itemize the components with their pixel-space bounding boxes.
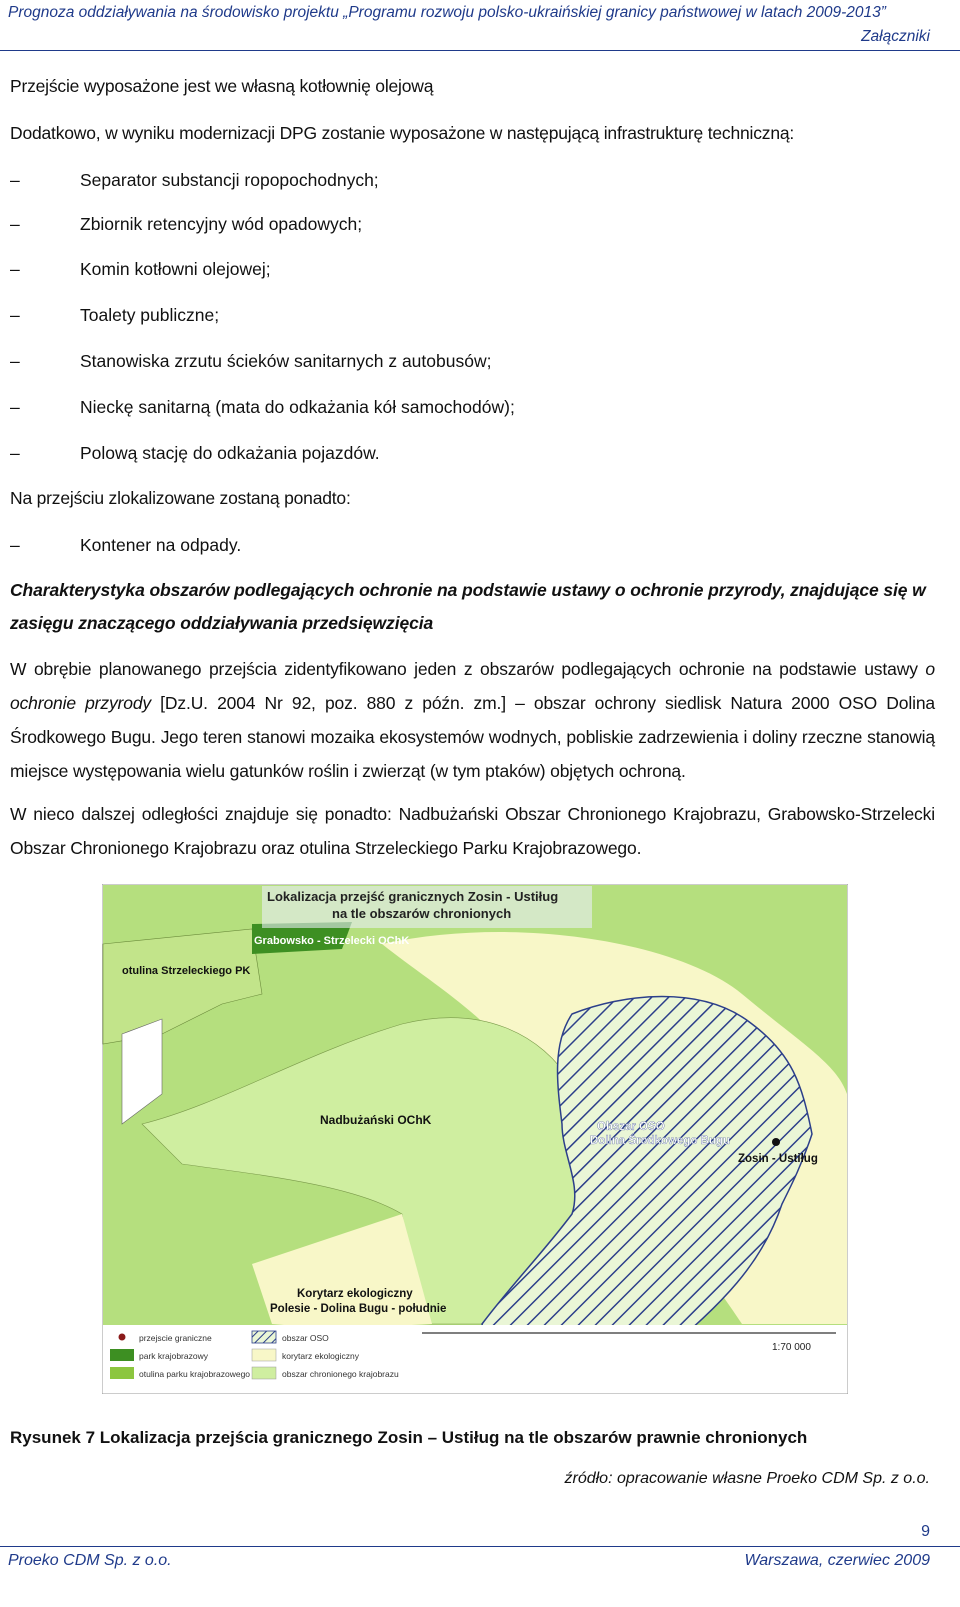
paragraph-other-areas: W nieco dalszej odległości znajduje się ponadto: Nadbużański Obszar Chronionego Krajobrazu, Grabowsko-Strzelecki Obszar Chronionego Krajobrazu oraz otulina Strzeleckiego Parku Krajobrazowego. <box>10 804 935 858</box>
label-grabowsko: Grabowsko - Strzelecki OChK <box>254 935 410 947</box>
legend-otulina-label: otulina parku krajobrazowego <box>139 1369 251 1379</box>
label-otulina: otulina Strzeleckiego PK <box>122 965 251 977</box>
list-item: – Nieckę sanitarną (mata do odkażania kół samochodów); <box>10 397 515 417</box>
paragraph-boiler: Przejście wyposażone jest we własną kotłownię olejową <box>10 76 434 96</box>
figure-source: źródło: opracowanie własne Proeko CDM Sp. z o.o. <box>564 1470 930 1487</box>
paragraph-additional: Na przejściu zlokalizowane zostaną ponadto: <box>10 488 351 508</box>
label-oso-1: Obszar OSO <box>597 1121 665 1133</box>
paragraph-infrastructure-intro: Dodatkowo, w wyniku modernizacji DPG zostanie wyposażone w następującą infrastrukturę techniczną: <box>10 123 795 143</box>
label-korytarz-2: Polesie - Dolina Bugu - południe <box>270 1303 447 1315</box>
list-item: – Kontener na odpady. <box>10 535 242 555</box>
legend-corridor-label: korytarz ekologiczny <box>282 1351 360 1361</box>
label-oso-2: Dolina Środkowego Bugu <box>590 1135 730 1147</box>
list-item: – Komin kotłowni olejowej; <box>10 259 271 279</box>
legend-crossing-label: przejscie graniczne <box>139 1333 212 1343</box>
footer-divider <box>0 1546 960 1547</box>
legend-park-label: park krajobrazowy <box>139 1351 208 1361</box>
paragraph-natura: W obrębie planowanego przejścia zidentyfikowano jeden z obszarów podlegających ochronie na podstawie ustawy o ochronie przyrody [Dz.U. 2004 Nr 92, poz. 880 z późn. zm.] – obszar ochrony siedlisk Natura 2000 OSO Dolina Środkowego Bugu. Jego teren stanowi mozaika ekosystemów wodnych, pobliskie zadrzewienia i doliny rzeczne stanowią miejsce występowania wielu gatunków roślin i zwierząt (w tym ptaków) objętych ochroną. <box>10 659 936 781</box>
page-number: 9 <box>921 1523 930 1540</box>
legend-ochk-swatch <box>252 1367 276 1379</box>
border-crossing-marker <box>772 1138 780 1146</box>
footer-company: Proeko CDM Sp. z o.o. <box>8 1552 172 1569</box>
list-item: – Separator substancji ropopochodnych; <box>10 170 379 190</box>
list-item: – Polową stację do odkażania pojazdów. <box>10 443 380 463</box>
footer-place-date: Warszawa, czerwiec 2009 <box>744 1552 930 1569</box>
section-label: Załączniki <box>861 28 930 45</box>
legend-park-swatch <box>110 1349 134 1361</box>
legend-oso-swatch <box>252 1331 276 1343</box>
label-korytarz-1: Korytarz ekologiczny <box>297 1288 413 1300</box>
legend-crossing-symbol <box>119 1334 126 1341</box>
section-heading: Charakterystyka obszarów podlegających ochronie na podstawie ustawy o ochronie przyrody, znajdujące się w zasięgu znaczącego oddziaływania przedsięwzięcia <box>10 580 926 633</box>
legend-corridor-swatch <box>252 1349 276 1361</box>
legend-oso-label: obszar OSO <box>282 1333 329 1343</box>
map-title-line2: na tle obszarów chronionych <box>332 906 512 921</box>
list-item: – Zbiornik retencyjny wód opadowych; <box>10 214 363 234</box>
label-nadbuzanski: Nadbużański OChK <box>320 1113 432 1127</box>
header-divider <box>0 50 960 51</box>
list-item: – Stanowiska zrzutu ścieków sanitarnych z autobusów; <box>10 351 492 371</box>
legend-ochk-label: obszar chronionego krajobrazu <box>282 1369 399 1379</box>
figure-caption: Rysunek 7 Lokalizacja przejścia granicznego Zosin – Ustiług na tle obszarów prawnie chronionych <box>10 1428 808 1447</box>
document-header-title: Prognoza oddziaływania na środowisko projektu „Programu rozwoju polsko-ukraińskiej granicy państwowej w latach 2009-2013” <box>8 4 886 21</box>
list-item: – Toalety publiczne; <box>10 305 220 325</box>
legend-otulina-swatch <box>110 1367 134 1379</box>
map-title-line1: Lokalizacja przejść granicznych Zosin - Ustiług <box>267 889 559 904</box>
map-legend-area <box>103 1325 847 1393</box>
scale-label: 1:70 000 <box>772 1342 811 1353</box>
protected-areas-map <box>102 884 848 1394</box>
label-zosin: Zosin - Ustiług <box>738 1153 818 1165</box>
